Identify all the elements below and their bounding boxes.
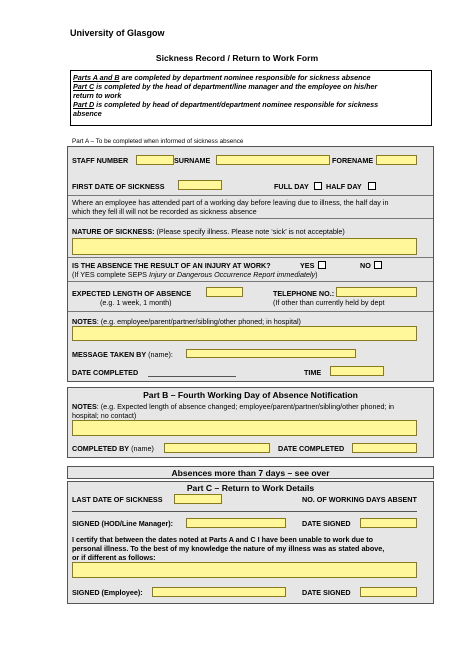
- part-c-title: Part C – Return to Work Details: [186, 483, 315, 493]
- certify-line-3: or if different as follows:: [72, 553, 156, 562]
- injury-note: (If YES complete SEPS Injury or Dangerous Occurrence Report immediately): [72, 270, 318, 279]
- info-line-3-cont: absence: [73, 109, 102, 118]
- signed-employee-label: SIGNED (Employee):: [72, 588, 143, 597]
- injury-no-checkbox[interactable]: [374, 261, 382, 269]
- last-date-field[interactable]: [174, 494, 222, 504]
- info-line-1: Parts A and B are completed by department nominee responsible for sickness absence: [73, 73, 371, 82]
- university-name: University of Glasgow: [70, 28, 165, 38]
- signed-employee-field[interactable]: [152, 587, 286, 597]
- divider: [68, 311, 433, 312]
- part-a-panel: [67, 146, 434, 382]
- telephone-field[interactable]: [336, 287, 417, 297]
- notes-label: NOTES: (e.g. employee/parent/partner/sibling/other phoned; in hospital): [72, 317, 301, 326]
- full-day-label: FULL DAY: [274, 182, 309, 191]
- part-b-notes-field[interactable]: [72, 420, 417, 436]
- half-day-checkbox[interactable]: [368, 182, 376, 190]
- half-day-label: HALF DAY: [326, 182, 362, 191]
- signed-hod-field[interactable]: [186, 518, 286, 528]
- surname-label: SURNAME: [174, 156, 211, 165]
- nature-of-sickness-field[interactable]: [72, 238, 417, 255]
- staff-number-label: STAFF NUMBER: [72, 156, 129, 165]
- info-line-2: Part C is completed by the head of department/line manager and the employee on his/her: [73, 82, 378, 91]
- part-b-notes-hint-2: hospital; no contact): [72, 411, 137, 420]
- half-day-note-1: Where an employee has attended part of a working day before leaving due to illness, the half day in: [72, 198, 389, 207]
- working-days-line[interactable]: [72, 511, 417, 512]
- injury-question: IS THE ABSENCE THE RESULT OF AN INJURY AT WORK?: [72, 261, 271, 270]
- date-signed-2-label: DATE SIGNED: [302, 588, 351, 597]
- info-line-2-cont: return to work: [73, 91, 122, 100]
- injury-yes-label: YES: [300, 261, 315, 270]
- absence-banner-text: Absences more than 7 days – see over: [171, 468, 330, 478]
- nature-of-sickness-label: NATURE OF SICKNESS: (Please specify illness. Please note ‘sick’ is not acceptable): [72, 227, 345, 236]
- first-date-label: FIRST DATE OF SICKNESS: [72, 182, 165, 191]
- telephone-label: TELEPHONE NO.:: [273, 289, 335, 298]
- date-signed-2-field[interactable]: [360, 587, 417, 597]
- expected-length-label: EXPECTED LENGTH OF ABSENCE: [72, 289, 192, 298]
- divider: [68, 218, 433, 219]
- date-completed-label: DATE COMPLETED: [72, 368, 139, 377]
- first-date-field[interactable]: [178, 180, 222, 190]
- date-signed-field[interactable]: [360, 518, 417, 528]
- last-date-label: LAST DATE OF SICKNESS: [72, 495, 163, 504]
- notes-field[interactable]: [72, 326, 417, 341]
- divider: [68, 257, 433, 258]
- time-label: TIME: [304, 368, 322, 377]
- info-box: [70, 70, 432, 126]
- divider: [68, 195, 433, 196]
- part-a-caption: Part A – To be completed when informed of sickness absence: [72, 138, 244, 145]
- part-b-notes-label: NOTES: (e.g. Expected length of absence changed; employee/parent/partner/sibling/other phoned; in: [72, 402, 395, 411]
- part-b-panel: [67, 387, 434, 458]
- certify-line-1: I certify that between the dates noted at Parts A and C I have been unable to work due to: [72, 535, 373, 544]
- completed-by-label: COMPLETED BY (name): [72, 444, 154, 453]
- message-taken-label: MESSAGE TAKEN BY (name):: [72, 350, 173, 359]
- part-b-title: Part B – Fourth Working Day of Absence Notification: [143, 390, 358, 400]
- date-completed-line[interactable]: [148, 376, 236, 377]
- time-field[interactable]: [330, 366, 384, 376]
- part-b-date-completed-field[interactable]: [352, 443, 417, 453]
- expected-length-example: (e.g. 1 week, 1 month): [100, 298, 172, 307]
- date-signed-label: DATE SIGNED: [302, 519, 351, 528]
- forename-field[interactable]: [376, 155, 417, 165]
- form-title: Sickness Record / Return to Work Form: [155, 53, 319, 63]
- injury-no-label: NO: [360, 261, 371, 270]
- half-day-note-2: which they fell ill will not be recorded as sickness absence: [72, 207, 257, 216]
- injury-yes-checkbox[interactable]: [318, 261, 326, 269]
- telephone-note: (If other than currently held by dept: [273, 298, 385, 307]
- staff-number-field[interactable]: [136, 155, 174, 165]
- divider: [68, 281, 433, 282]
- forename-label: FORENAME: [332, 156, 374, 165]
- working-days-label: NO. OF WORKING DAYS ABSENT: [302, 495, 417, 504]
- signed-hod-label: SIGNED (HOD/Line Manager):: [72, 519, 174, 528]
- part-c-panel: [67, 481, 434, 604]
- surname-field[interactable]: [216, 155, 330, 165]
- info-line-3: Part D is completed by head of department/department nominee responsible for sickness: [73, 100, 379, 109]
- certify-line-2: personal illness. To the best of my knowledge the nature of my illness was as stated above,: [72, 544, 385, 553]
- message-taken-field[interactable]: [186, 349, 356, 358]
- absence-banner: [67, 466, 434, 479]
- part-b-date-completed-label: DATE COMPLETED: [278, 444, 345, 453]
- certify-field[interactable]: [72, 562, 417, 578]
- expected-length-field[interactable]: [206, 287, 243, 297]
- full-day-checkbox[interactable]: [314, 182, 322, 190]
- completed-by-field[interactable]: [164, 443, 270, 453]
